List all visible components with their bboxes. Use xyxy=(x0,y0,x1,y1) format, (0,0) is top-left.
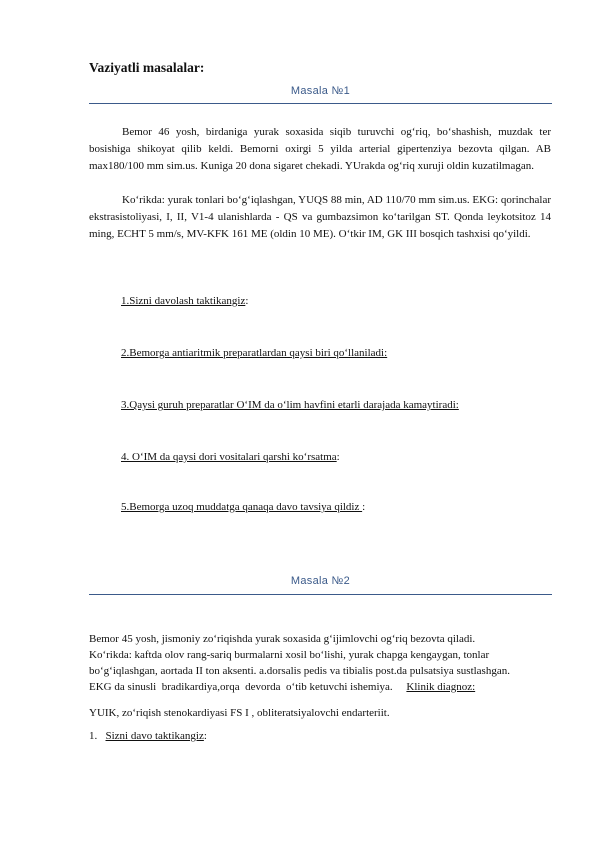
question-text: 4. O‘IM da qaysi dori vositalari qarshi ko‘rsatma xyxy=(121,451,337,463)
task-1-divider xyxy=(89,103,552,104)
task-2-diagnosis: YUIK, zo‘riqish stenokardiyasi FS I , obliteratsiyalovchi endarteriit. xyxy=(89,707,390,719)
task-1-question-4: 4. O‘IM da qaysi dori vositalari qarshi ko‘rsatma: xyxy=(121,451,340,463)
question-text: 1.Sizni davolash taktikangiz xyxy=(121,295,246,307)
task-2-line-4: EKG da sinusli bradikardiya,orqa devorda o‘tib ketuvchi ishemiya. Klinik diagnoz: xyxy=(89,681,476,693)
task-2-divider xyxy=(89,594,552,595)
task-2-line-3: bo‘g‘iqlashgan, aortada II ton aksenti. a.dorsalis pedis va tibialis post.da pulsatsiya sustlashgan. xyxy=(89,665,510,677)
task-1-question-3 xyxy=(121,398,459,412)
task-2-line-1: Bemor 45 yosh, jismoniy zo‘riqishda yurak soxasida g‘ijimlovchi og‘riq bezovta qiladi. xyxy=(89,633,476,645)
task-2-question-1: 1. Sizni davo taktikangiz: xyxy=(89,730,207,742)
task-1-title: Masala №1 xyxy=(290,85,351,97)
task-2-line-2: Ko‘rikda: kaftda olov rang-sariq burmalarni xosil bo‘lishi, yurak chapga kengaygan, tonlar xyxy=(89,649,490,661)
diagnosis-label: Klinik diagnoz: xyxy=(406,681,476,693)
task-1-examination: Ko‘rikda: yurak tonlari bo‘g‘iqlashgan, YUQS 88 min, AD 110/70 mm sim.us. EKG: qorinchalar ekstrasistoliyasi, I, II, V1-4 ulanishlarda - QS va gumbazsimon ko‘tarilgan ST. Qonda leykotsitoz 14 ming, ECHT 5 mm/s, MV-KFK 161 ME (oldin 10 ME). O‘tkir IM, GK III bosqich tashxisi qo‘yildi. xyxy=(89,194,551,240)
question-text: 2.Bemorga antiaritmik preparatlardan qaysi biri qo‘llaniladi: xyxy=(121,347,388,359)
question-text: 3.Qaysi guruh preparatlar O‘IM da o‘lim havfini etarli darajada kamaytiradi: xyxy=(121,399,459,411)
question-text: Sizni davo taktikangiz xyxy=(105,730,204,742)
task-1-question-2 xyxy=(121,346,387,360)
page-heading: Vaziyatli masalalar: xyxy=(89,60,205,75)
question-text: 5.Bemorga uzoq muddatga qanaqa davo tavsiya qildiz xyxy=(121,501,363,513)
task-1-complaints: Bemor 46 yosh, birdaniga yurak soxasida siqib turuvchi og‘riq, bo‘shashish, muzdak ter bosishiga shikoyat qilib keldi. Bemorni oxirgi 5 yilda arterial gipertenziya bezovta qilgan. AB max180/100 mm sim.us. Kuniga 20 dona sigaret chekadi. YUrakda og‘riq xuruji oldin kuzatilmagan. xyxy=(89,126,551,172)
task-1-question-1: 1.Sizni davolash taktikangiz: xyxy=(121,295,249,307)
task-2-title: Masala №2 xyxy=(290,575,351,587)
task-1-question-5: 5.Bemorga uzoq muddatga qanaqa davo tavsiya qildiz : xyxy=(121,501,366,513)
